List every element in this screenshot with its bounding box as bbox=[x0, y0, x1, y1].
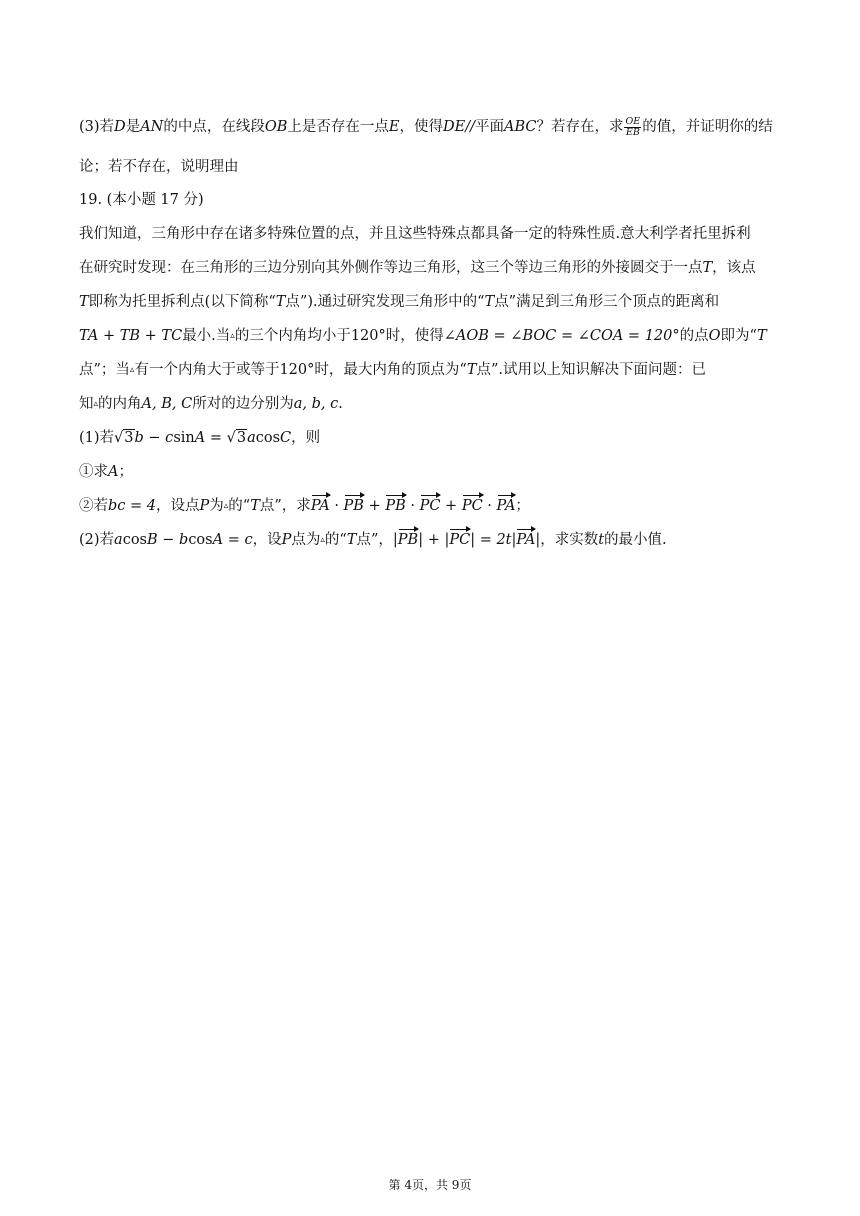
problem19-header: 19. (本小题 17 分) bbox=[79, 192, 204, 208]
text: 为 bbox=[209, 498, 224, 514]
math-expr: ∠AOB = ∠BOC = ∠COA = 120° bbox=[443, 328, 680, 344]
text: 的最小值. bbox=[604, 532, 667, 548]
triangle-icon: ▵ bbox=[230, 331, 235, 341]
math-op: · bbox=[405, 498, 420, 514]
fraction-denominator: EB bbox=[625, 126, 640, 138]
text: 的中点，在线段 bbox=[163, 119, 265, 135]
sqrt-3: √3 bbox=[114, 430, 134, 446]
problem19-part1-sub2 bbox=[79, 495, 799, 517]
math-op: + bbox=[363, 498, 386, 514]
math-var: T bbox=[702, 260, 713, 276]
text: 所对的边分别为 bbox=[192, 396, 294, 412]
math-expr: B − b bbox=[147, 532, 189, 548]
text: 即称为托里拆利点(以下简称“ bbox=[88, 294, 276, 310]
math-func: cos bbox=[255, 430, 281, 446]
vector-pc: PC bbox=[462, 495, 483, 517]
text: 点为 bbox=[291, 532, 321, 548]
math-var: T bbox=[275, 294, 286, 310]
text: ？若存在，求 bbox=[536, 119, 624, 135]
vector-pa: PA bbox=[497, 495, 516, 517]
math-var: C bbox=[280, 430, 292, 446]
page-footer: 第 4页，共 9页 bbox=[388, 1178, 472, 1192]
problem19-part1-sub1 bbox=[79, 461, 799, 483]
text: 点”， bbox=[356, 532, 393, 548]
text: ，该点 bbox=[712, 260, 756, 276]
text: ，设点 bbox=[156, 498, 200, 514]
math-op: + bbox=[440, 498, 462, 514]
triangle-icon: ▵ bbox=[129, 365, 135, 375]
text: 的内角 bbox=[98, 396, 142, 412]
vector-pc: PC bbox=[420, 495, 441, 517]
text: (1)若 bbox=[79, 430, 115, 446]
math-var: OB bbox=[264, 119, 288, 135]
triangle-icon: ▵ bbox=[320, 535, 325, 545]
math-var: AN bbox=[140, 119, 164, 135]
text: 的值，并证明你的结 bbox=[642, 119, 773, 135]
text: 点”满足到三角形三个顶点的距离和 bbox=[494, 294, 720, 310]
text: 的点 bbox=[679, 328, 709, 344]
text: 点”；当 bbox=[79, 362, 130, 378]
text: 即为“ bbox=[720, 328, 757, 344]
math-func: sin bbox=[173, 430, 195, 446]
sqrt-3: √3 bbox=[226, 430, 247, 446]
text: 的三个内角均小于 bbox=[234, 328, 351, 344]
math-op: | bbox=[392, 532, 398, 548]
math-var: D bbox=[114, 119, 126, 135]
vector-pa: PA bbox=[311, 495, 330, 517]
text: 的“ bbox=[324, 532, 347, 548]
problem18-part3-line1 bbox=[79, 116, 799, 138]
text: ②若 bbox=[79, 498, 108, 514]
text: ，则 bbox=[291, 430, 321, 446]
text: 时，使得 bbox=[385, 328, 444, 344]
text: ； bbox=[118, 464, 133, 480]
problem19-para-line1: 我们知道，三角形中存在诸多特殊位置的点，并且这些特殊点都具备一定的特殊性质.意大利学者托里拆利 bbox=[79, 226, 751, 242]
text: ①求 bbox=[79, 464, 108, 480]
problem19-para-line5 bbox=[79, 359, 799, 381]
problem19-para-line3 bbox=[79, 291, 799, 313]
radicand: 3 bbox=[124, 430, 134, 446]
math-expr: A, B, C bbox=[141, 396, 193, 412]
math-op: | bbox=[535, 532, 541, 548]
vector-pb: PB bbox=[344, 495, 364, 517]
text: ； bbox=[515, 498, 530, 514]
math-op: | + | bbox=[418, 532, 450, 548]
text: 在研究时发现：在三角形的三边分别向其外侧作等边三角形，这三个等边三角形的外接圆交于一点 bbox=[79, 260, 703, 276]
text: 时，最大内角的顶点为“ bbox=[314, 362, 467, 378]
math-var: P bbox=[281, 532, 292, 548]
problem19-para-line6: 知▵的内角A, B, C所对的边分别为a, b, c. bbox=[79, 396, 343, 412]
fraction-numerator: OE bbox=[625, 115, 641, 127]
math-var: T bbox=[79, 294, 89, 310]
math-var: T bbox=[756, 328, 767, 344]
math-var: t bbox=[598, 532, 605, 548]
math-func: cos bbox=[122, 532, 147, 548]
text: 点”).通过研究发现三角形中的“ bbox=[285, 294, 485, 310]
math-var: O bbox=[708, 328, 721, 344]
math-var: a bbox=[114, 532, 123, 548]
math-var: DE// bbox=[443, 119, 475, 135]
text: ，使得 bbox=[399, 119, 443, 135]
text: 点”.试用以上知识解决下面问题：已 bbox=[476, 362, 707, 378]
text: 点”，求 bbox=[259, 498, 311, 514]
problem18-part3-line2: 论；若不存在，说明理由 bbox=[79, 159, 239, 175]
math-number: 120° bbox=[279, 362, 315, 378]
math-expr: TA + TB + TC bbox=[79, 328, 183, 344]
math-expr: b − c bbox=[134, 430, 174, 446]
text: ，求实数 bbox=[540, 532, 599, 548]
math-var: T bbox=[346, 532, 357, 548]
math-var: P bbox=[199, 498, 210, 514]
text: ，设 bbox=[252, 532, 282, 548]
text: 的“ bbox=[228, 498, 251, 514]
math-op: · bbox=[482, 498, 497, 514]
math-expr: | = 2t| bbox=[470, 532, 517, 548]
text: 最小.当 bbox=[182, 328, 231, 344]
math-var: E bbox=[388, 119, 400, 135]
math-expr: a, b, c bbox=[293, 396, 339, 412]
text: 是 bbox=[125, 119, 141, 135]
math-func: cos bbox=[188, 532, 213, 548]
text: (2)若 bbox=[79, 532, 115, 548]
problem19-para-line4 bbox=[79, 325, 799, 347]
vector-pb: PB bbox=[398, 529, 418, 551]
vector-pb: PB bbox=[385, 495, 405, 517]
math-op: · bbox=[329, 498, 344, 514]
math-var: T bbox=[484, 294, 495, 310]
math-expr: A = c bbox=[212, 532, 253, 548]
problem19-para-line2 bbox=[79, 257, 799, 279]
math-var: T bbox=[250, 498, 260, 514]
math-var: A bbox=[108, 464, 119, 480]
problem19-part1 bbox=[79, 427, 799, 449]
math-expr: A = bbox=[194, 430, 227, 446]
triangle-icon: ▵ bbox=[223, 501, 229, 511]
text: 有一个内角大于或等于 bbox=[134, 362, 280, 378]
math-expr: bc = 4 bbox=[108, 498, 156, 514]
math-number: 120° bbox=[350, 328, 386, 344]
math-var: T bbox=[466, 362, 477, 378]
math-var: a bbox=[247, 430, 256, 446]
text: 上是否存在一点 bbox=[287, 119, 389, 135]
text: 平面 bbox=[474, 119, 504, 135]
text: (3)若 bbox=[79, 119, 115, 135]
math-var: ABC bbox=[503, 119, 537, 135]
radicand: 3 bbox=[236, 430, 247, 446]
vector-pc: PC bbox=[449, 529, 470, 551]
problem19-part2 bbox=[79, 529, 799, 551]
vector-pa: PA bbox=[516, 529, 535, 551]
triangle-icon: ▵ bbox=[93, 399, 99, 409]
text: 知 bbox=[79, 396, 94, 412]
fraction-oe-eb bbox=[624, 117, 641, 138]
